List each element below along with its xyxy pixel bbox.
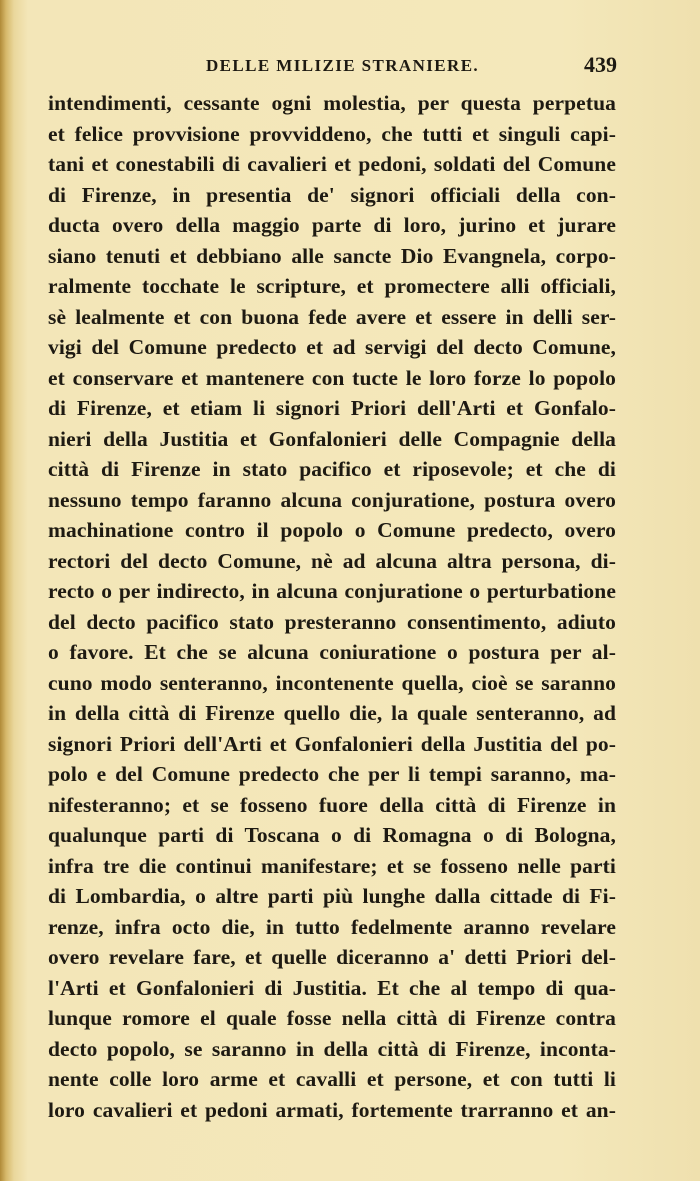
text-line: infra tre die continui manifestare; et se fosseno nelle parti: [48, 853, 616, 878]
text-line: nieri della Justitia et Gonfalonieri delle Compagnie della: [48, 426, 616, 451]
text-line: signori Priori dell'Arti et Gonfalonieri della Justitia del po-: [48, 731, 616, 756]
text-line: qualunque parti di Toscana o di Romagna o di Bologna,: [48, 823, 616, 847]
text-line: overo revelare fare, et quelle diceranno a' detti Priori del-: [48, 945, 616, 969]
text-line: lunque romore el quale fosse nella città di Firenze contra: [48, 1006, 616, 1030]
text-line: renze, infra octo die, in tutto fedelmente aranno revelare: [48, 914, 616, 939]
text-line: ducta overo della maggio parte di loro, jurino et jurare: [48, 213, 616, 237]
text-line: decto popolo, se saranno in della città di Firenze, inconta-: [48, 1036, 616, 1061]
text-line: intendimenti, cessante ogni molestia, per questa perpetua: [48, 91, 616, 115]
text-line: nente colle loro arme et cavalli et persone, et con tutti li: [48, 1067, 616, 1091]
text-line: rectori del decto Comune, nè ad alcuna altra persona, di-: [48, 548, 616, 573]
text-line: o favore. Et che se alcuna coniuratione o postura per al-: [48, 640, 616, 664]
text-line: tani et conestabili di cavalieri et pedoni, soldati del Comune: [48, 152, 616, 176]
text-line: di Firenze, in presentia de' signori officiali della con-: [48, 182, 616, 207]
text-line: di Lombardia, o altre parti più lunghe dalla cittade di Fi-: [48, 884, 616, 908]
text-line: sè lealmente et con buona fede avere et essere in delli ser-: [48, 304, 616, 329]
text-line: di Firenze, et etiam li signori Priori dell'Arti et Gonfalo-: [48, 396, 616, 420]
text-line: città di Firenze in stato pacifico et riposevole; et che di: [48, 457, 616, 481]
text-line: cuno modo senteranno, incontenente quella, cioè se saranno: [48, 670, 616, 695]
text-line: ralmente tocchate le scripture, et promectere alli officiali,: [48, 274, 616, 298]
page-number: 439: [584, 52, 617, 77]
running-title: DELLE MILIZIE STRANIERE.: [206, 56, 480, 75]
text-line: polo e del Comune predecto che per li tempi saranno, ma-: [48, 762, 616, 786]
text-line: siano tenuti et debbiano alle sancte Dio Evangnela, corpo-: [48, 243, 616, 268]
text-line: vigi del Comune predecto et ad servigi del decto Comune,: [48, 335, 616, 359]
text-line: nessuno tempo faranno alcuna conjuratione, postura overo: [48, 487, 616, 512]
text-line: nifesteranno; et se fosseno fuore della città di Firenze in: [48, 792, 616, 817]
text-line: in della città di Firenze quello die, la quale senteranno, ad: [48, 701, 616, 725]
text-line: del decto pacifico stato presteranno consentimento, adiuto: [48, 609, 616, 634]
text-line: machinatione contro il popolo o Comune predecto, overo: [48, 518, 616, 542]
text-line: et felice provvisione provviddeno, che tutti et singuli capi-: [48, 121, 616, 146]
text-line: loro cavalieri et pedoni armati, fortemente trarranno et an-: [48, 1097, 616, 1122]
text-line: et conservare et mantenere con tucte le loro forze lo popolo: [48, 365, 616, 390]
text-line: recto o per indirecto, in alcuna conjuratione o perturbatione: [48, 579, 616, 603]
body-text: [48, 88, 616, 1125]
text-line: l'Arti et Gonfalonieri di Justitia. Et che al tempo di qua-: [48, 975, 616, 1000]
page-header: [0, 52, 700, 84]
